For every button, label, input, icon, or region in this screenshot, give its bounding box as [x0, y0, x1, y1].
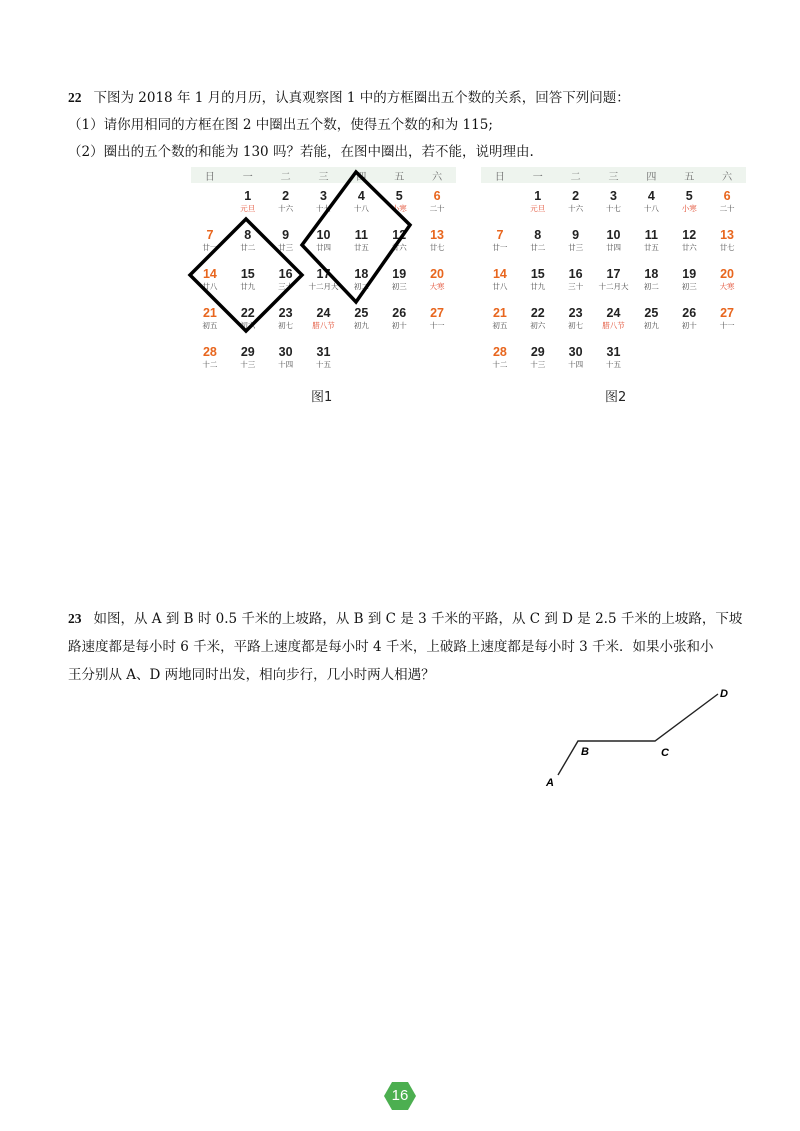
day-number: 13	[430, 228, 445, 242]
calendar-day-cell	[267, 183, 305, 222]
calendar-day-cell	[305, 261, 343, 300]
calendar-day-cell	[481, 261, 519, 300]
day-number: 11	[354, 228, 368, 242]
day-number: 30	[278, 345, 293, 359]
calendar-day-cell	[229, 222, 267, 261]
calendar-day-cell	[670, 183, 708, 222]
empty-cell	[708, 339, 746, 378]
lunar-date: 二十	[719, 204, 735, 213]
day-number: 11	[644, 228, 658, 242]
lunar-date: 腊八节	[602, 321, 625, 330]
day-number: 31	[606, 345, 621, 359]
day-number: 16	[568, 267, 583, 281]
lunar-date: 初十	[391, 321, 407, 330]
calendar-day-cell	[519, 183, 557, 222]
calendar-day-cell	[342, 300, 380, 339]
calendar-day-cell	[380, 222, 418, 261]
weekday-header: 五	[684, 171, 695, 183]
lunar-date: 廿二	[240, 243, 256, 252]
calendar-day-cell	[557, 183, 595, 222]
day-number: 13	[720, 228, 735, 242]
calendar-day-cell	[557, 261, 595, 300]
calendar-day-cell	[670, 222, 708, 261]
weekday-header: 六	[432, 171, 443, 183]
calendar-day-cell	[708, 222, 746, 261]
day-number: 8	[534, 228, 542, 242]
weekday-header: 三	[318, 171, 329, 183]
page-number: 16	[391, 1087, 409, 1104]
calendar-day-cell	[418, 300, 456, 339]
lunar-date: 初五	[492, 321, 508, 330]
figure-2-caption: 图2	[605, 390, 627, 405]
calendar-header	[191, 167, 456, 183]
day-number: 20	[430, 267, 445, 281]
lunar-date: 廿七	[719, 243, 735, 252]
lunar-date: 廿六	[391, 243, 407, 252]
calendar-day-cell	[595, 339, 633, 378]
day-number: 21	[202, 306, 217, 320]
lunar-date: 大寒	[429, 282, 445, 291]
calendar-day-cell	[670, 300, 708, 339]
lunar-date: 廿八	[202, 282, 218, 291]
point-label-a: A	[546, 777, 554, 789]
calendar-day-cell	[595, 261, 633, 300]
day-number: 6	[433, 189, 441, 203]
q23-line3: 王分别从 A、D 两地同时出发，相向步行，几小时两人相遇？	[68, 667, 435, 683]
calendar-day-cell	[708, 261, 746, 300]
day-number: 29	[530, 345, 545, 359]
weekday-header: 一	[532, 171, 543, 183]
calendar-day-cell	[632, 261, 670, 300]
calendar-day-cell	[708, 183, 746, 222]
calendar-day-cell	[229, 300, 267, 339]
calendar-day-cell	[342, 261, 380, 300]
lunar-date: 廿六	[681, 243, 697, 252]
day-number: 9	[572, 228, 580, 242]
empty-cell	[418, 339, 456, 378]
lunar-date: 十四	[568, 360, 584, 369]
calendar-day-cell	[191, 300, 229, 339]
day-number: 15	[530, 267, 545, 281]
calendar-day-cell	[557, 300, 595, 339]
lunar-date: 初七	[568, 321, 584, 330]
lunar-date: 初二	[353, 282, 369, 291]
day-number: 16	[278, 267, 293, 281]
day-number: 24	[606, 306, 621, 320]
day-number: 14	[202, 267, 217, 281]
day-number: 12	[682, 228, 697, 242]
lunar-date: 廿二	[530, 243, 546, 252]
lunar-date: 大寒	[719, 282, 735, 291]
calendar-day-cell	[305, 339, 343, 378]
calendar-day-cell	[418, 183, 456, 222]
lunar-date: 廿四	[605, 243, 621, 252]
day-number: 3	[610, 189, 617, 203]
day-number: 27	[720, 306, 735, 320]
calendar-day-cell	[481, 300, 519, 339]
lunar-date: 廿四	[315, 243, 331, 252]
q22-part1: （1）请你用相同的方框在图 2 中圈出五个数，使得五个数的和为 115;	[68, 117, 493, 133]
calendar-day-cell	[267, 261, 305, 300]
q22-intro-text: 下图为 2018 年 1 月的月历，认真观察图 1 中的方框圈出五个数的关系，回答下列问题：	[93, 90, 630, 106]
lunar-date: 初十	[681, 321, 697, 330]
calendar-day-cell	[380, 300, 418, 339]
day-number: 12	[392, 228, 407, 242]
point-label-b: B	[581, 746, 589, 758]
calendar-day-cell	[708, 300, 746, 339]
day-number: 26	[392, 306, 407, 320]
day-number: 28	[492, 345, 507, 359]
calendar-day-cell	[267, 222, 305, 261]
lunar-date: 初五	[202, 321, 218, 330]
weekday-header: 二	[280, 171, 291, 183]
q22-part2: （2）圈出的五个数的和能为 130 吗？若能，在图中圈出，若不能，说明理由.	[68, 144, 534, 160]
calendar-figure-1	[191, 167, 456, 378]
empty-cell	[481, 183, 519, 222]
lunar-date: 初六	[530, 321, 546, 330]
weekday-header: 五	[394, 171, 405, 183]
lunar-date: 十二月大	[598, 282, 629, 291]
lunar-date: 廿一	[492, 243, 508, 252]
weekday-header: 三	[608, 171, 619, 183]
day-number: 22	[530, 306, 545, 320]
lunar-date: 廿八	[492, 282, 508, 291]
lunar-date: 十一	[429, 321, 445, 330]
day-number: 26	[682, 306, 697, 320]
calendar-day-cell	[595, 183, 633, 222]
calendar-day-cell	[519, 339, 557, 378]
lunar-date: 十三	[530, 360, 546, 369]
day-number: 5	[685, 189, 693, 203]
lunar-date: 初六	[240, 321, 256, 330]
day-number: 9	[282, 228, 290, 242]
lunar-date: 三十	[278, 282, 294, 291]
day-number: 7	[496, 228, 504, 242]
q22-number: 22	[68, 90, 82, 105]
lunar-date: 初三	[391, 282, 407, 291]
weekday-header: 四	[646, 171, 657, 183]
lunar-date: 元旦	[240, 204, 256, 213]
weekday-header: 日	[494, 171, 505, 183]
empty-cell	[342, 339, 380, 378]
day-number: 21	[492, 306, 507, 320]
calendar-day-cell	[380, 183, 418, 222]
weekday-header: 四	[356, 171, 367, 183]
lunar-date: 十六	[278, 204, 294, 213]
day-number: 28	[202, 345, 217, 359]
day-number: 2	[282, 189, 290, 203]
lunar-date: 十七	[315, 204, 331, 213]
calendar-day-cell	[191, 261, 229, 300]
day-number: 15	[240, 267, 255, 281]
day-number: 17	[606, 267, 621, 281]
calendar-day-cell	[267, 339, 305, 378]
calendar-day-cell	[595, 222, 633, 261]
calendar-day-cell	[632, 183, 670, 222]
day-number: 5	[395, 189, 403, 203]
empty-cell	[632, 339, 670, 378]
calendar-header	[481, 167, 746, 183]
lunar-date: 三十	[568, 282, 584, 291]
lunar-date: 十三	[240, 360, 256, 369]
point-label-d: D	[720, 688, 728, 700]
lunar-date: 腊八节	[312, 321, 335, 330]
lunar-date: 十八	[353, 204, 369, 213]
lunar-date: 廿九	[240, 282, 256, 291]
day-number: 18	[354, 267, 369, 281]
figure-1-caption: 图1	[311, 390, 333, 405]
day-number: 23	[568, 306, 583, 320]
calendar-day-cell	[191, 339, 229, 378]
lunar-date: 初二	[643, 282, 659, 291]
day-number: 8	[244, 228, 252, 242]
day-number: 25	[354, 306, 369, 320]
lunar-date: 十六	[568, 204, 584, 213]
lunar-date: 廿五	[643, 243, 659, 252]
day-number: 20	[720, 267, 735, 281]
day-number: 10	[606, 228, 621, 242]
calendar-day-cell	[418, 222, 456, 261]
calendar-day-cell	[305, 300, 343, 339]
lunar-date: 十二	[492, 360, 508, 369]
lunar-date: 廿九	[530, 282, 546, 291]
calendar-day-cell	[670, 261, 708, 300]
lunar-date: 初三	[681, 282, 697, 291]
day-number: 3	[320, 189, 327, 203]
weekday-header: 二	[570, 171, 581, 183]
day-number: 30	[568, 345, 583, 359]
day-number: 31	[316, 345, 331, 359]
calendar-day-cell	[418, 261, 456, 300]
day-number: 4	[357, 189, 365, 203]
calendar-day-cell	[229, 339, 267, 378]
q23-number: 23	[68, 611, 82, 626]
lunar-date: 廿五	[353, 243, 369, 252]
calendar-day-cell	[191, 222, 229, 261]
calendar-day-cell	[229, 183, 267, 222]
day-number: 18	[644, 267, 659, 281]
lunar-date: 十八	[643, 204, 659, 213]
q22-intro	[68, 86, 630, 106]
lunar-date: 十二	[202, 360, 218, 369]
calendar-day-cell	[305, 183, 343, 222]
calendar-day-cell	[481, 222, 519, 261]
day-number: 29	[240, 345, 255, 359]
calendar-day-cell	[342, 183, 380, 222]
lunar-date: 初七	[278, 321, 294, 330]
calendar-day-cell	[632, 300, 670, 339]
lunar-date: 廿三	[278, 243, 294, 252]
calendar-day-cell	[519, 222, 557, 261]
weekday-header: 六	[722, 171, 733, 183]
day-number: 24	[316, 306, 331, 320]
empty-cell	[191, 183, 229, 222]
lunar-date: 初九	[643, 321, 659, 330]
lunar-date: 元旦	[530, 204, 546, 213]
lunar-date: 小寒	[391, 204, 407, 213]
empty-cell	[380, 339, 418, 378]
lunar-date: 十七	[605, 204, 621, 213]
calendar-day-cell	[305, 222, 343, 261]
calendar-figure-2	[481, 167, 746, 378]
lunar-date: 十五	[605, 360, 621, 369]
path-line	[558, 694, 718, 775]
day-number: 6	[723, 189, 731, 203]
weekday-header: 一	[242, 171, 253, 183]
calendar-day-cell	[595, 300, 633, 339]
calendar-day-cell	[557, 222, 595, 261]
lunar-date: 十一	[719, 321, 735, 330]
day-number: 17	[316, 267, 331, 281]
lunar-date: 十四	[278, 360, 294, 369]
day-number: 1	[534, 189, 542, 203]
lunar-date: 廿七	[429, 243, 445, 252]
calendar-day-cell	[380, 261, 418, 300]
lunar-date: 小寒	[681, 204, 697, 213]
lunar-date: 二十	[429, 204, 445, 213]
q23-line1	[68, 607, 742, 627]
lunar-date: 十二月大	[308, 282, 339, 291]
day-number: 19	[392, 267, 407, 281]
day-number: 19	[682, 267, 697, 281]
calendar-day-cell	[229, 261, 267, 300]
calendar-day-cell	[519, 300, 557, 339]
lunar-date: 廿三	[568, 243, 584, 252]
calendar-day-cell	[557, 339, 595, 378]
day-number: 22	[240, 306, 255, 320]
calendar-day-cell	[267, 300, 305, 339]
empty-cell	[670, 339, 708, 378]
calendar-day-cell	[519, 261, 557, 300]
day-number: 23	[278, 306, 293, 320]
point-label-c: C	[661, 747, 669, 759]
q23-line2: 路速度都是每小时 6 千米，平路上速度都是每小时 4 千米，上破路上速度都是每小时 3 千米．如果小张和小	[68, 639, 714, 655]
day-number: 7	[206, 228, 214, 242]
day-number: 2	[572, 189, 580, 203]
day-number: 10	[316, 228, 331, 242]
calendar-day-cell	[342, 222, 380, 261]
day-number: 1	[244, 189, 252, 203]
calendar-day-cell	[481, 339, 519, 378]
calendar-grid	[481, 183, 746, 378]
calendar-grid	[191, 183, 456, 378]
weekday-header: 日	[204, 171, 215, 183]
day-number: 14	[492, 267, 507, 281]
day-number: 25	[644, 306, 659, 320]
lunar-date: 廿一	[202, 243, 218, 252]
lunar-date: 初九	[353, 321, 369, 330]
day-number: 4	[647, 189, 655, 203]
calendar-day-cell	[632, 222, 670, 261]
day-number: 27	[430, 306, 445, 320]
q23-line1-text: 如图，从 A 到 B 时 0.5 千米的上坡路，从 B 到 C 是 3 千米的平路，从 C 到 D 是 2.5 千米的上坡路，下坡	[93, 611, 743, 627]
lunar-date: 十五	[315, 360, 331, 369]
